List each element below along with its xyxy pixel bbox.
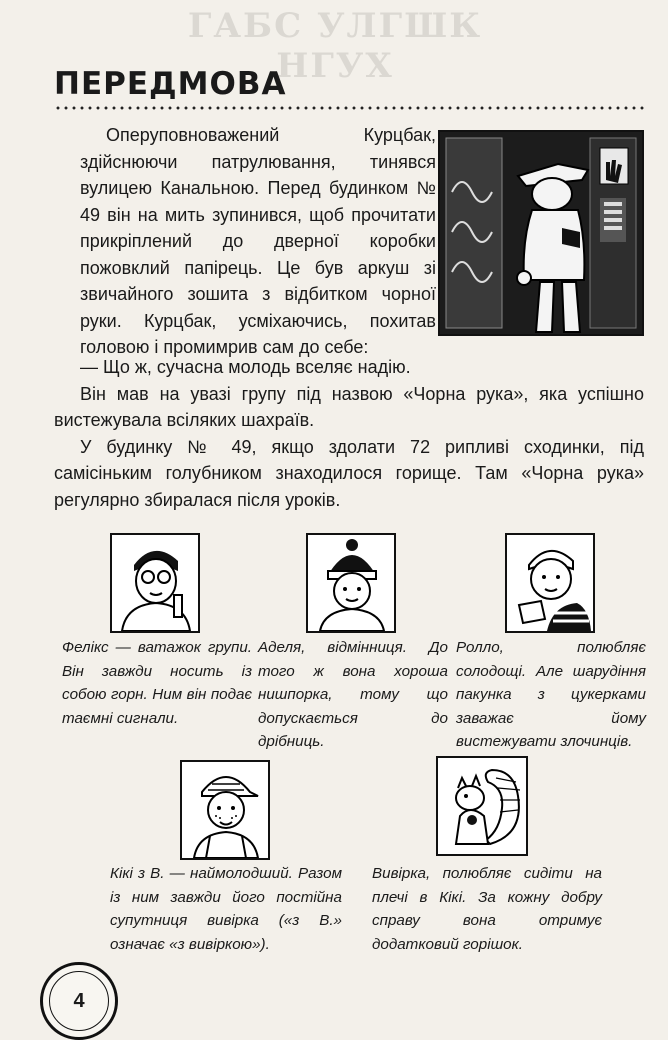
bleed-through-text: ГАБС УЛГШК НГУХ [187,6,483,86]
adela-caption: Аделя, відмінниця. До того ж вона хороша нишпорка, тому що допускається до дрібниць. [258,639,448,750]
felix-drawing [112,535,198,631]
policeman-illustration [438,130,644,336]
page-title: ПЕРЕДМОВА [54,66,287,102]
page-number [40,962,118,1040]
main-text [54,354,644,513]
adela-portrait [306,533,396,633]
felix-portrait [110,533,200,633]
paragraph-2: — Що ж, сучасна молодь вселяє надію. [80,357,411,377]
page-number-text: 4 [73,989,85,1012]
paragraph-1: Оперуповноважений Курцбак, здійснюючи патрулювання, тинявся вулицею Канальною. Перед будинком № 49 він на мить зупинився, щоб прочитати прикріплений до дверної коробки пожовклий папірець. Це був аркуш зі звичайного зошита з відбитком чорної руки. Курцбак, усміхаючись, похитав головою і промимрив сам до себе: [80,125,436,357]
rollo-drawing [507,535,593,631]
kiki-drawing [182,762,268,858]
squirrel-drawing [438,758,526,854]
dotted-divider [54,106,644,110]
felix-caption: Фелікс — ватажок групи. Він завжди носить із собою горн. Ним він подає таємні сигнали. [62,639,252,727]
policeman-drawing [440,132,642,334]
rollo-caption: Ролло, полюбляє солодощі. Але шарудіння пакунка з цукерками заважає йому вистежувати злочинців. [456,639,646,750]
intro-paragraph [80,122,436,361]
kiki-caption: Кікі з В. — наймолодший. Разом із ним завжди його постійна супутниця вивірка («з В.» означає «з вивіркою»). [110,865,342,953]
squirrel-caption: Вивірка, полюбляє сидіти на плечі в Кікі. За кожну добру справу вона отримує додатковий горішок. [372,865,602,953]
squirrel-portrait [436,756,528,856]
adela-drawing [308,535,394,631]
paragraph-4: У будинку № 49, якщо здолати 72 рипливі сходинки, під самісіньким голубником знаходилося горище. Там «Чорна рука» регулярно збиралася після уроків. [54,436,644,510]
rollo-portrait [505,533,595,633]
kiki-portrait [180,760,270,860]
paragraph-3: Він мав на увазі групу під назвою «Чорна рука», яка успішно вистежувала всіляких шахраїв. [54,383,644,430]
